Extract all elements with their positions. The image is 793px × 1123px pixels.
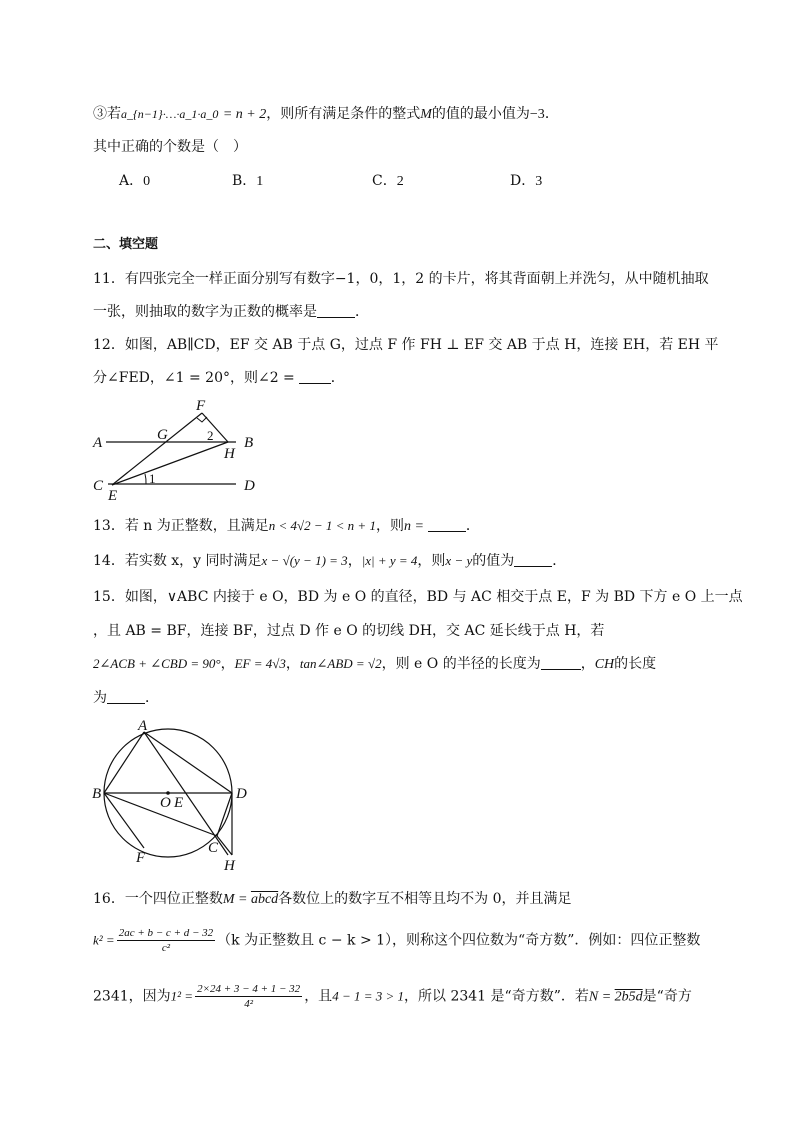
option-letter: A．: [119, 173, 144, 189]
q16-N: N =: [588, 989, 615, 1005]
q10-s3-prefix: ③若: [93, 106, 121, 122]
q12-line-2-text: 分∠FED，∠1 = 20°，则∠2 =: [93, 370, 295, 386]
q11-line-2: [93, 302, 369, 322]
q16-suffix: 各数位上的数字互不相等且均不为 0，并且满足: [278, 891, 572, 907]
q16-line-1: [93, 889, 572, 910]
option-value: 3: [535, 174, 543, 189]
fig12-label-h: H: [224, 446, 235, 462]
q12-figure: [88, 392, 268, 502]
q16-fraction: [117, 926, 215, 955]
q10-s3-val: −3: [529, 107, 545, 122]
q16-k2: k² =: [93, 932, 115, 948]
q10-option-c[interactable]: [372, 170, 404, 190]
q10-s3-suffix: ，则所有满足条件的整式: [266, 106, 421, 122]
fig15-label-c: C: [208, 840, 219, 856]
q15-line-4: [93, 688, 159, 708]
q16-example-b: ，且: [304, 988, 333, 1005]
q16-frac-num: 2ac + b − c + d − 32: [118, 927, 214, 939]
fig12-angle-1: 1: [149, 471, 156, 486]
q13-prefix: 13．若 n 为正整数，且满足: [93, 518, 269, 534]
q15-line-1: 15．如图，∨ABC 内接于 e O，BD 为 e O 的直径，BD 与 AC 相交于点 E，F 为 BD 下方 e O 上一点: [93, 589, 743, 605]
q15-line-3: [93, 654, 656, 675]
q16-example-fraction: [195, 982, 302, 1011]
q10-s3-end: 的值的最小值为: [431, 106, 530, 122]
q16-condition: （k 为正整数且 c − k > 1），则称这个四位数为“奇方数”．例如：四位正整数: [217, 932, 701, 949]
q14-eq1: x − √(y − 1) = 3: [261, 553, 348, 568]
fig15-label-a: A: [138, 718, 148, 734]
q16-example-ineq: 4 − 1 = 3 > 1: [332, 988, 405, 1004]
q13-n-eq: n =: [403, 519, 424, 534]
q10-option-d[interactable]: [510, 170, 542, 190]
q12-line-1: 12．如图，AB∥CD，EF 交 AB 于点 G，过点 F 作 FH ⊥ EF 交 AB 于点 H，连接 EH，若 EH 平: [93, 337, 719, 353]
q16-example-end: 是“奇方: [642, 988, 692, 1005]
fig15-label-o: O: [160, 795, 171, 811]
answer-blank[interactable]: [541, 655, 581, 670]
fig15-label-f: F: [136, 850, 146, 866]
fig12-angle-2: 2: [207, 428, 214, 443]
option-letter: D．: [510, 173, 536, 189]
option-value: 0: [143, 174, 151, 189]
fig12-label-d: D: [244, 478, 255, 494]
q10-statement-3: [93, 104, 559, 125]
q15-length-text: 的长度: [614, 656, 657, 672]
q14-expr: x − y: [445, 553, 473, 568]
q15-sep-1: ，: [220, 656, 235, 672]
fig12-label-b: B: [244, 435, 254, 451]
q10-s3-seq: a_{n−1}·…·a_1·a_0: [121, 107, 219, 121]
q12-line-2-end: ．: [330, 370, 345, 386]
q16-example-c: ，所以 2341 是“奇方数”．若: [404, 988, 589, 1005]
q16-line-3: [93, 982, 692, 1011]
q14-prefix: 14．若实数 x，y 同时满足: [93, 553, 262, 569]
q15-line-4-end: ．: [145, 690, 159, 706]
q15-sep-2: ，: [285, 656, 300, 672]
q16-2b5d: 2b5d: [614, 989, 643, 1005]
q13-mid: ，则: [375, 518, 404, 534]
q15-ch: CH: [594, 657, 615, 672]
q13-ineq: n < 4√2 − 1 < n + 1: [268, 518, 376, 533]
q16-prefix: 16．一个四位正整数: [93, 891, 223, 907]
q15-line-2: ，且 AB = BF，连接 BF，过点 D 作 e O 的切线 DH，交 AC 延长线于点 H，若: [93, 623, 605, 639]
q15-radius-text: ，则 e O 的半径的长度为: [381, 656, 541, 672]
answer-blank[interactable]: [317, 303, 355, 318]
q16-example-a: 2341，因为: [93, 988, 171, 1005]
q16-M: M =: [222, 892, 251, 907]
q14-end: ．: [552, 553, 567, 569]
option-value: 2: [396, 174, 404, 189]
q14-eq2: |x| + y = 4: [361, 553, 418, 568]
q14-suffix: 的值为: [472, 553, 515, 569]
q15-sep-3: ，: [580, 656, 595, 672]
option-letter: B．: [232, 173, 257, 189]
fig12-label-a: A: [93, 435, 103, 451]
option-letter: C．: [372, 173, 397, 189]
answer-blank[interactable]: [299, 369, 331, 384]
q15-cond-1: 2∠ACB + ∠CBD = 90°: [93, 656, 221, 671]
q11-line-2-end: ．: [355, 304, 369, 320]
q16-line-2: [93, 926, 700, 955]
fig15-label-e: E: [174, 795, 184, 811]
fig12-label-e: E: [108, 488, 118, 502]
q16-example-frac-num: 2×24 + 3 − 4 + 1 − 32: [197, 983, 301, 995]
answer-blank[interactable]: [514, 552, 552, 567]
answer-blank[interactable]: [428, 517, 466, 532]
q13-end: ．: [465, 518, 480, 534]
q16-example-one: 1² =: [170, 988, 194, 1004]
fig12-label-g: G: [157, 427, 168, 443]
q15-cond-2: EF = 4√3: [234, 656, 286, 671]
q10-s3-dot: ．: [544, 106, 559, 122]
q16-example-frac-den: 4²: [244, 998, 254, 1010]
fig12-label-c: C: [93, 478, 104, 494]
fig15-label-h: H: [224, 858, 235, 874]
q14-sep: ，: [347, 553, 362, 569]
q10-s3-eq: = n + 2: [222, 107, 267, 122]
fig15-label-b: B: [92, 786, 102, 802]
q15-figure: [90, 718, 250, 876]
fig15-label-d: D: [236, 786, 247, 802]
q10-option-a[interactable]: [119, 170, 150, 190]
q15-cond-3: tan∠ABD = √2: [299, 656, 382, 671]
q12-line-2: [93, 368, 345, 388]
q16-abcd: abcd: [250, 892, 279, 907]
q14-mid: ，则: [417, 553, 446, 569]
section-title: 二、填空题: [93, 237, 159, 252]
q11-line-2-text: 一张，则抽取的数字为正数的概率是: [93, 304, 317, 320]
answer-blank[interactable]: [107, 689, 145, 704]
q10-option-b[interactable]: [232, 170, 263, 190]
q14-line: [93, 551, 566, 571]
option-value: 1: [256, 174, 264, 189]
q16-frac-den: c²: [161, 942, 171, 954]
fig12-label-f: F: [196, 398, 206, 414]
q15-line-4-text: 为: [93, 690, 107, 706]
q10-question: 其中正确的个数是（ ）: [93, 139, 247, 155]
q11-line-1: 11．有四张完全一样正面分别写有数字−1，0，1，2 的卡片，将其背面朝上并洗匀，从中随机抽取: [93, 271, 709, 287]
q10-s3-M: M: [420, 107, 432, 122]
q13-line: [93, 516, 480, 537]
